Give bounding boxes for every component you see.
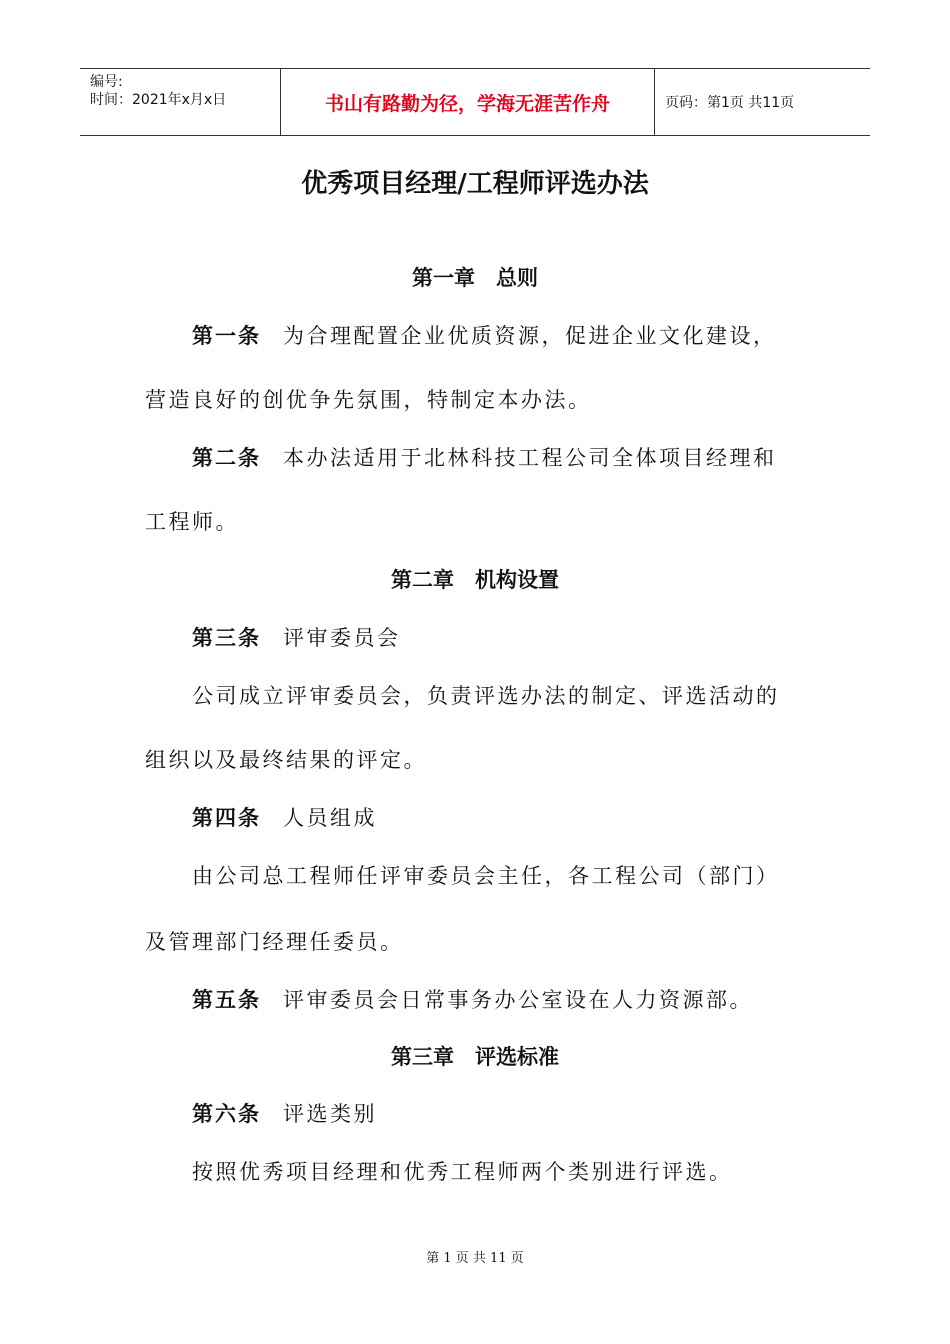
header-motto: 书山有路勤为径，学海无涯苦作舟 (281, 69, 655, 135)
article-3-body-line-2: 组织以及最终结果的评定。 (145, 748, 427, 772)
page-footer: 第 1 页 共 11 页 (426, 1251, 524, 1266)
document-title: 优秀项目经理/工程师评选办法 (301, 169, 649, 199)
article-4-heading (192, 802, 377, 832)
article-3-label: 第三条 (192, 625, 261, 650)
article-2-label: 第二条 (192, 445, 261, 470)
article-5-line (192, 984, 753, 1014)
article-2-line-2: 工程师。 (145, 510, 239, 534)
header-page-info: 页码：第1页 共11页 (665, 95, 795, 111)
time-label: 时间：2021年x月x日 (90, 92, 227, 108)
article-4-body-line-1: 由公司总工程师任评审委员会主任，各工程公司（部门） (192, 864, 780, 888)
article-1-text: 为合理配置企业优质资源，促进企业文化建设， (283, 324, 777, 348)
article-4-body-line-2: 及管理部门经理任委员。 (145, 930, 404, 954)
article-2-text: 本办法适用于北林科技工程公司全体项目经理和 (283, 446, 777, 470)
document-header (80, 68, 870, 136)
article-6-label: 第六条 (192, 1101, 261, 1126)
header-meta (80, 69, 281, 135)
article-3-body-line-1: 公司成立评审委员会，负责评选办法的制定、评选活动的 (192, 684, 780, 708)
article-5-text: 评审委员会日常事务办公室设在人力资源部。 (283, 988, 753, 1012)
article-4-label: 第四条 (192, 805, 261, 830)
article-6-body-line-1: 按照优秀项目经理和优秀工程师两个类别进行评选。 (192, 1160, 733, 1184)
article-1-line-1 (192, 320, 777, 350)
chapter-3-heading: 第三章 评选标准 (391, 1044, 559, 1069)
chapter-2-heading: 第二章 机构设置 (391, 567, 559, 592)
article-3-text: 评审委员会 (283, 626, 401, 650)
number-label: 编号: (90, 74, 123, 90)
article-2-line-1 (192, 442, 777, 472)
article-4-text: 人员组成 (283, 806, 377, 830)
chapter-1-heading: 第一章 总则 (412, 265, 538, 290)
article-3-heading (192, 622, 401, 652)
article-5-label: 第五条 (192, 987, 261, 1012)
article-6-text: 评选类别 (283, 1102, 377, 1126)
article-1-line-2: 营造良好的创优争先氛围，特制定本办法。 (145, 388, 592, 412)
article-6-heading (192, 1098, 377, 1128)
article-1-label: 第一条 (192, 323, 261, 348)
